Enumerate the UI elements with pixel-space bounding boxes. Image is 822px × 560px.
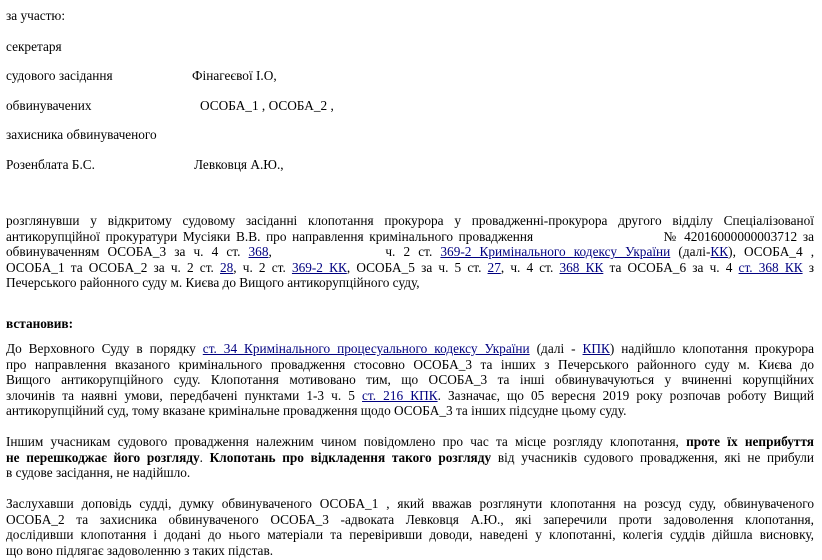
secretary-name: Фінагеєвої І.О, — [192, 68, 277, 83]
p2-line-4: злочинів та наявні умови, передбачені пунктами 1-3 ч. 5 ст. 216 КПК. Зазначає, що 05 вересня 2019 року розпочав роботу Вищий — [6, 387, 814, 403]
established-heading: встановив: — [6, 316, 74, 331]
p4-line-4: що воно підлягає задоволенню з таких підстав. — [6, 542, 274, 558]
p4-line-2: ОСОБА_2 та захисника обвинуваченого ОСОБА_3 -адвоката Левковця А.Ю., які заперечили проти задоволення клопотання, — [6, 511, 814, 527]
p2-line-1: До Верховного Суду в порядку ст. 34 Кримінального процесуального кодексу України (далі - КПК) надійшло клопотання прокурора — [6, 341, 815, 356]
link-art-369-2-kk[interactable]: 369-2 КК — [291, 259, 347, 275]
p1-line-3: обвинуваченням ОСОБА_3 за ч. 4 ст. 368, ч. 2 ст. 369-2 Кримінального кодексу України (далі-КК), ОСОБА_4 , — [6, 244, 815, 259]
accused-label: обвинувачених — [6, 98, 92, 113]
link-cpc[interactable]: КПК — [582, 341, 610, 356]
link-art-28[interactable]: 28 — [220, 259, 234, 275]
defender-2: Левковця А.Ю., — [194, 157, 284, 172]
accused-names: ОСОБА_1 , ОСОБА_2 , — [200, 98, 334, 113]
link-cc[interactable]: КК — [710, 244, 729, 259]
p2-line-2: про направлення вказаного кримінального провадження стосовно ОСОБА_3 та інших з Печерського районного суду м. Києва до — [6, 356, 814, 372]
session-label: судового засідання — [6, 68, 113, 83]
p3-line-3: в судове засідання, не надійшло. — [6, 465, 191, 480]
p2-line-3: Вищого антикорупційного суду. Клопотання мотивовано тим, що ОСОБА_3 та інші обвинувачуються у вчиненні корупційних — [6, 372, 814, 387]
p4-line-1: Заслухавши доповідь судді, думку обвинуваченого ОСОБА_1 , який вважав розглянути клопотання на розсуд суду, обвинуваченого — [6, 496, 814, 511]
paragraph-supreme-court — [6, 341, 814, 419]
paragraph-participants — [6, 434, 814, 481]
p1-line-2: антикорупційної прокуратури Мусіяки В.В. про направлення кримінального провадження № 42016000000003712 за — [6, 228, 814, 244]
link-art-34-cpc[interactable]: ст. 34 Кримінального процесуального кодексу України — [202, 341, 530, 356]
link-art-368[interactable]: 368 — [248, 244, 269, 259]
accused-row — [6, 98, 334, 114]
secretary-label: секретаря — [6, 39, 62, 54]
link-art-368-kk[interactable]: 368 КК — [559, 259, 604, 275]
session-row — [6, 68, 277, 84]
p4-line-3: дослідивши клопотання і додані до нього матеріали та перевіривши доводи, наведені у клопотанні, колегія суддів дійшла висновку, — [6, 527, 814, 542]
paragraph-considering — [6, 213, 814, 291]
participation-label: за участю: — [6, 8, 66, 23]
p1-line-5: Печерського районного суду м. Києва до Вищого антикорупційного суду, — [6, 275, 420, 290]
link-art-369-2-cc[interactable]: 369-2 Кримінального кодексу України — [440, 244, 671, 259]
p1-line-1: розглянувши у відкритому судовому засіданні клопотання прокурора у провадженні-прокурора другого відділу Спеціалізованої — [6, 213, 814, 228]
link-art-216-cpc[interactable]: ст. 216 КПК — [362, 387, 438, 403]
p3-line-1: Іншим учасникам судового провадження належним чином повідомлено про час та місце розгляду клопотання, проте їх неприбуття — [6, 434, 814, 449]
defenders-row — [6, 157, 284, 173]
p3-line-2: не перешкоджає його розгляду. Клопотань про відкладення такого розгляду від учасників судового провадження, які не прибули — [6, 449, 814, 465]
link-art-27[interactable]: 27 — [487, 259, 501, 275]
defender-label: захисника обвинуваченого — [6, 127, 157, 142]
link-art-368-kk-2[interactable]: ст. 368 КК — [738, 259, 803, 275]
defender-1: Розенблата Б.С. — [6, 157, 95, 172]
p1-line-4: ОСОБА_1 та ОСОБА_2 за ч. 2 ст. 28, ч. 2 ст. 369-2 КК, ОСОБА_5 за ч. 5 ст. 27, ч. 4 ст. 368 КК та ОСОБА_6 за ч. 4 ст. 368 КК з — [6, 259, 814, 275]
p2-line-5: антикорупційний суд, тому вказане кримінальне провадження щодо ОСОБА_3 та інших підсудне цьому суду. — [6, 403, 627, 418]
paragraph-hearing — [6, 496, 814, 558]
